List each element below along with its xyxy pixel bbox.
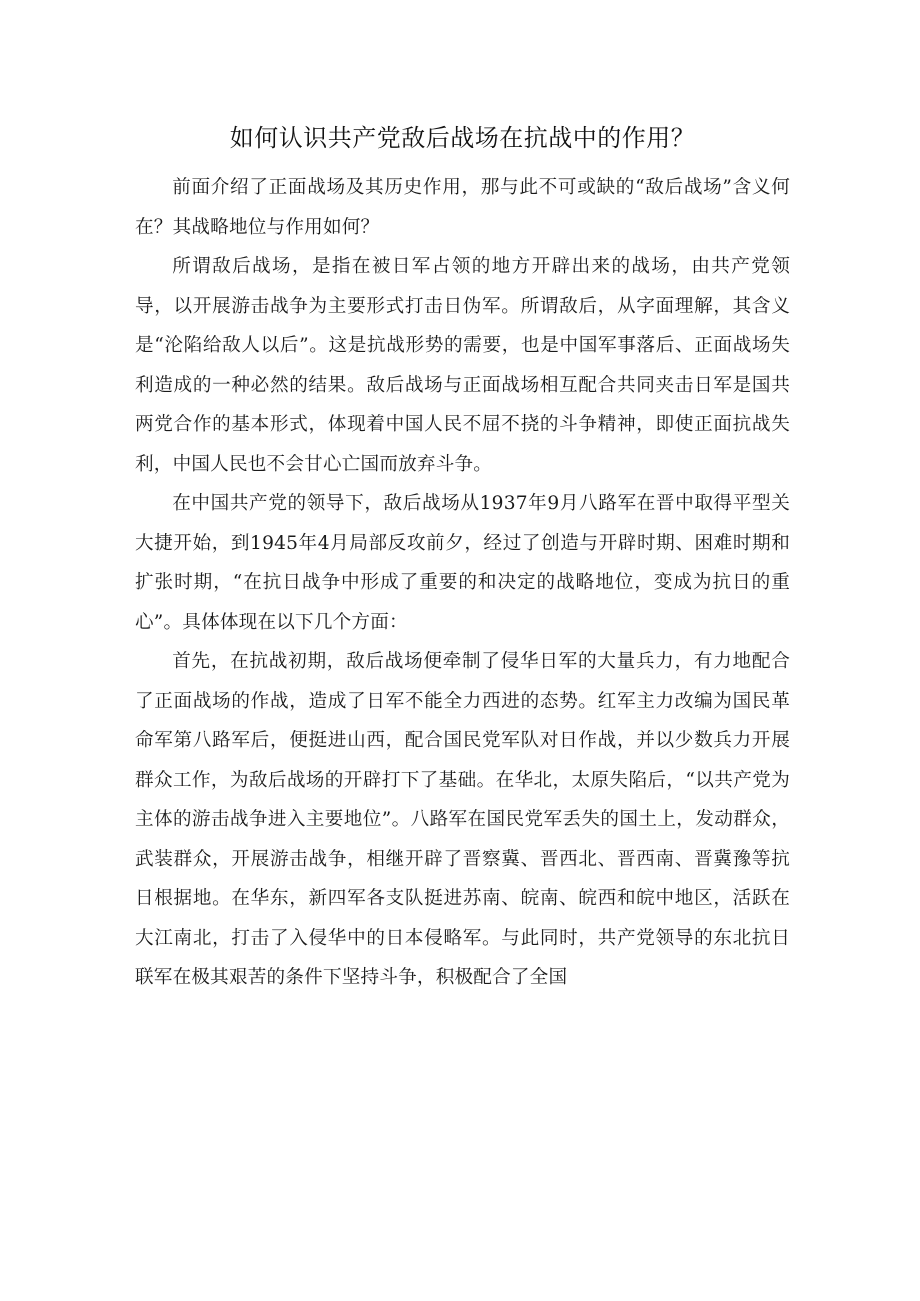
document-page [135, 118, 790, 998]
paragraph-1: 前面介绍了正面战场及其历史作用，那与此不可或缺的“敌后战场”含义何在？其战略地位与作用如何？ [135, 177, 790, 238]
paragraph-3: 在中国共产党的领导下，敌后战场从1937年9月八路军在晋中取得平型关大捷开始，到1945年4月局部反攻前夕，经过了创造与开辟时期、困难时期和扩张时期，“在抗日战争中形成了重要的和决定的战略地位，变成为抗日的重心”。具体体现在以下几个方面： [135, 493, 790, 633]
paragraph-2: 所谓敌后战场，是指在被日军占领的地方开辟出来的战场，由共产党领导，以开展游击战争为主要形式打击日伪军。所谓敌后，从字面理解，其含义是“沦陷给敌人以后”。这是抗战形势的需要，也是中国军事落后、正面战场失利造成的一种必然的结果。敌后战场与正面战场相互配合共同夹击日军是国共两党合作的基本形式，体现着中国人民不屈不挠的斗争精神，即使正面抗战失利，中国人民也不会甘心亡国而放弃斗争。 [135, 256, 790, 475]
document-title: 如何认识共产党敌后战场在抗战中的作用？ [229, 124, 696, 152]
paragraph-4: 首先，在抗战初期，敌后战场便牵制了侵华日军的大量兵力，有力地配合了正面战场的作战，造成了日军不能全力西进的态势。红军主力改编为国民革命军第八路军后，便挺进山西，配合国民党军队对日作战，并以少数兵力开展群众工作，为敌后战场的开辟打下了基础。在华北，太原失陷后，“以共产党为主体的游击战争进入主要地位”。八路军在国民党军丢失的国土上，发动群众，武装群众，开展游击战争，相继开辟了晋察冀、晋西北、晋西南、晋冀豫等抗日根据地。在华东，新四军各支队挺进苏南、皖南、皖西和皖中地区，活跃在大江南北，打击了入侵华中的日本侵略军。与此同时，共产党领导的东北抗日联军在极其艰苦的条件下坚持斗争，积极配合了全国 [135, 651, 790, 988]
